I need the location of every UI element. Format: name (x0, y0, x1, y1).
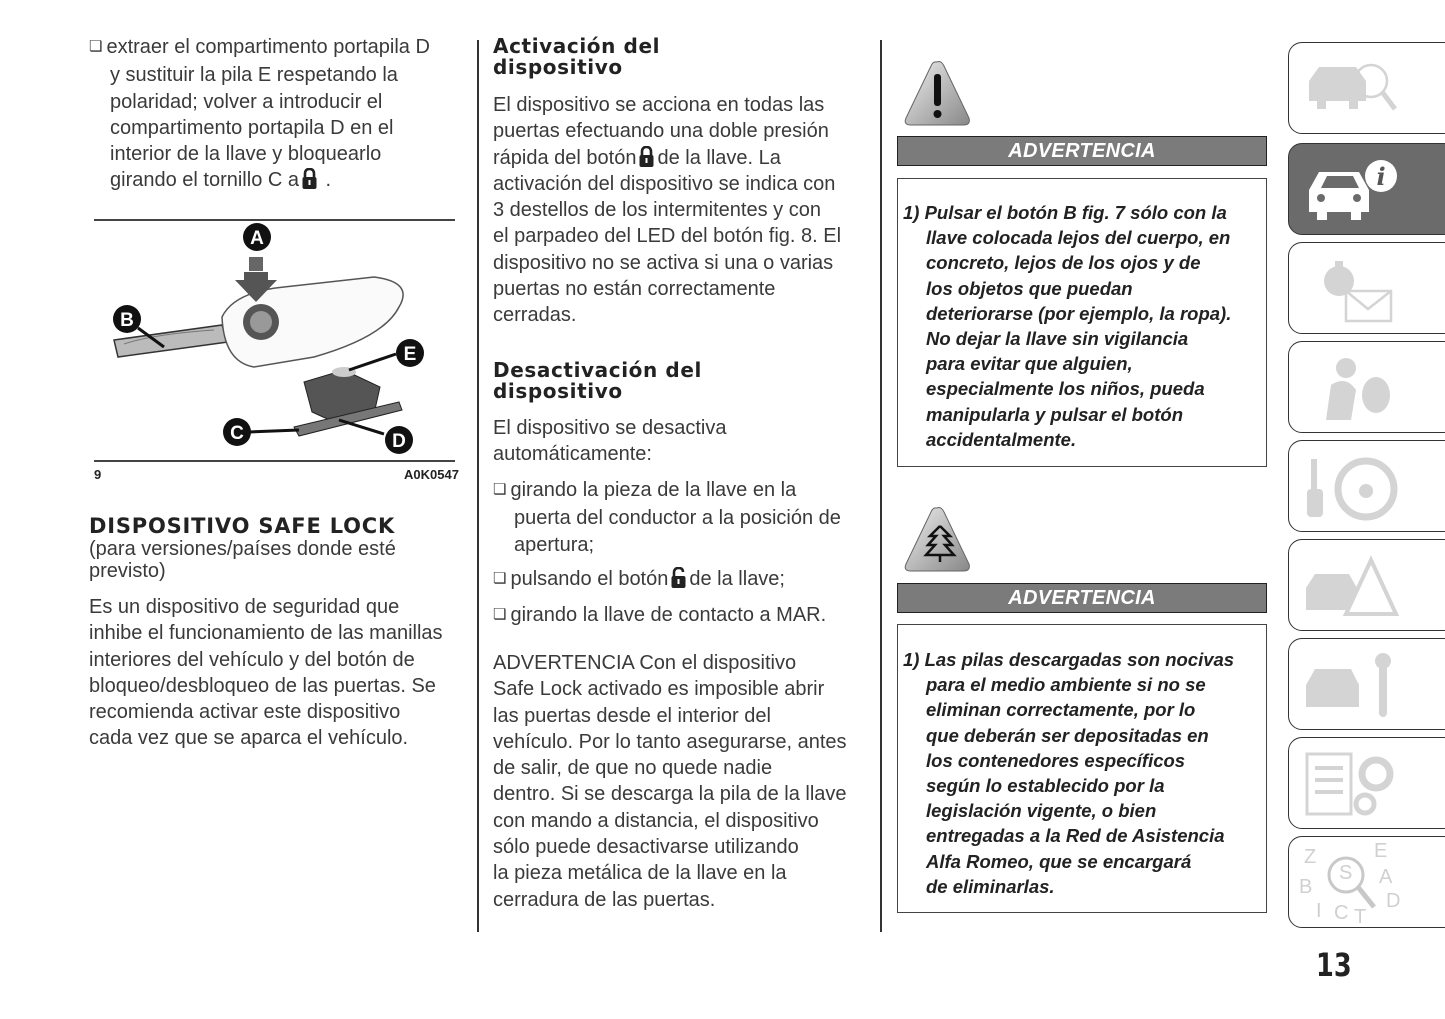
warning-text (898, 625, 1266, 899)
text-line: Safe Lock activado es imposible abrir (493, 678, 825, 701)
activation-description (493, 92, 841, 329)
text-line (493, 566, 785, 594)
car-search-icon (1301, 51, 1401, 127)
svg-text:E: E (403, 344, 417, 365)
svg-text:B: B (1299, 876, 1313, 898)
deactivation-intro (493, 415, 726, 468)
text-line: interior de la llave y bloquearlo (110, 143, 382, 166)
text-line: Activación del (493, 34, 661, 58)
alphabetical-index-icon (1294, 837, 1404, 923)
safe-lock-warning-text (493, 650, 847, 913)
battery-holder (294, 367, 402, 436)
car-maintenance-icon (1301, 647, 1401, 723)
text-line: dentro. Si se descarga la pila de la llave (493, 783, 847, 806)
svg-text:D: D (1386, 890, 1401, 912)
text-line: cerradura de las puertas. (493, 888, 716, 911)
svg-text:i: i (1376, 162, 1386, 191)
figure-number: 9 (94, 467, 102, 482)
svg-text:C: C (230, 423, 244, 444)
environment-tree-icon (903, 504, 971, 574)
text-line: que deberán ser depositadas en (926, 724, 1209, 746)
tab-safety[interactable] (1288, 341, 1445, 433)
warning-box (897, 178, 1267, 467)
text-line: apertura; (514, 533, 595, 556)
text-line: dispositivo (493, 379, 623, 403)
tab-car-info[interactable] (1288, 143, 1445, 235)
text-line: con mando a distancia, el dispositivo (493, 809, 819, 832)
deactivation-bullet (493, 566, 785, 594)
text-line: polaridad; volver a introducir el (110, 90, 383, 113)
text-line: de eliminarlas. (926, 875, 1055, 897)
text-line: de salir, de que no quede nadie (493, 757, 773, 780)
car-info-icon (1301, 152, 1401, 228)
key-steering-wheel-icon (1301, 449, 1401, 525)
svg-text:A: A (250, 228, 264, 249)
text-line: 1) Las pilas descargadas son nocivas (903, 649, 1235, 670)
airbag-seat-icon (1301, 350, 1401, 426)
text-line: sólo puede desactivarse utilizando (493, 836, 799, 859)
text-line: manipularla y pulsar el botón (926, 403, 1183, 425)
label-a (243, 223, 271, 251)
label-d (385, 426, 413, 454)
text-segment: . (320, 169, 332, 192)
tab-warning-lights[interactable] (1288, 242, 1445, 334)
svg-text:B: B (120, 310, 134, 331)
text-line: Desactivación del (493, 358, 702, 382)
deactivation-bullet (493, 602, 826, 630)
text-line (493, 145, 841, 171)
safe-lock-description (89, 594, 443, 752)
column-divider (477, 40, 479, 932)
text-line: ❏ girando la llave de contacto a MAR. (493, 602, 826, 630)
text-line: El dispositivo se desactiva (493, 417, 727, 439)
svg-text:C: C (1334, 902, 1349, 923)
text-line: cerradas. (493, 304, 577, 327)
column-divider (880, 40, 882, 932)
text-line (89, 167, 430, 193)
text-line: (para versiones/países donde esté (89, 538, 396, 560)
page-number: 13 (1316, 946, 1352, 984)
svg-text:I: I (1316, 900, 1322, 922)
text-line: entregadas a la Red de Asistencia (926, 825, 1225, 847)
tab-maintenance[interactable] (1288, 638, 1445, 730)
text-line: y sustituir la pila E respetando la (110, 64, 398, 87)
text-line: ❏ girando la pieza de la llave en la (493, 477, 841, 505)
text-line: accidentalmente. (926, 428, 1077, 450)
text-line: las puertas desde el interior del (493, 704, 771, 727)
deactivation-bullet (493, 477, 841, 558)
text-line: según lo establecido por la (926, 775, 1165, 797)
section-heading-safe-lock: DISPOSITIVO SAFE LOCK (89, 514, 396, 538)
figure-bottom-rule (94, 460, 455, 462)
heading-deactivation (493, 360, 702, 402)
warning-header: ADVERTENCIA (897, 136, 1267, 166)
text-line: previsto) (89, 560, 166, 582)
text-line: concreto, lejos de los ojos y de (926, 252, 1201, 274)
text-line: recomienda activar este dispositivo (89, 701, 401, 724)
text-line: los contenedores específicos (926, 749, 1186, 771)
text-line: puertas efectuando una doble presión (493, 120, 829, 143)
text-line: llave colocada lejos del cuerpo, en (926, 227, 1231, 249)
warning-text (898, 179, 1266, 452)
text-line: dispositivo (493, 55, 623, 79)
tab-index[interactable] (1288, 836, 1445, 928)
svg-text:E: E (1374, 840, 1388, 862)
text-segment: girando el tornillo C a (110, 169, 299, 192)
text-line: para evitar que alguien, (926, 353, 1133, 375)
figure-top-rule (94, 219, 455, 221)
text-line: cada vez que se aparca el vehículo. (89, 727, 409, 750)
text-line: Es un dispositivo de seguridad que (89, 596, 400, 618)
text-segment: de la llave. La (657, 146, 781, 169)
text-line: deteriorarse (por ejemplo, la ropa). (926, 302, 1232, 324)
text-line: dispositivo no se activa si una o varias (493, 251, 834, 274)
text-segment: rápida del botón (493, 146, 637, 169)
warning-light-message-icon (1301, 251, 1401, 327)
text-line: para el medio ambiente si no se (926, 674, 1206, 696)
text-line: bloqueo/desbloqueo de las puertas. Se (89, 674, 436, 697)
text-line: legislación vigente, o bien (926, 800, 1157, 822)
svg-text:D: D (392, 431, 406, 452)
text-line: activación del dispositivo se indica con (493, 172, 836, 195)
tab-emergency[interactable] (1288, 539, 1445, 631)
text-line: eliminan correctamente, por lo (926, 699, 1196, 721)
label-e (396, 339, 424, 367)
key-battery-figure (94, 222, 455, 458)
text-line: puerta del conductor a la posición de (514, 507, 841, 530)
text-line: El dispositivo se acciona en todas las (493, 94, 825, 116)
warning-triangle-icon (903, 58, 971, 128)
text-line: la pieza metálica de la llave en la (493, 862, 787, 885)
text-line: el parpadeo del LED del botón fig. 8. El (493, 225, 842, 248)
text-line: los objetos que puedan (926, 277, 1133, 299)
text-line: ❏ extraer el compartimento portapila D (89, 34, 430, 62)
text-line: 3 destellos de los intermitentes y con (493, 199, 821, 222)
svg-text:T: T (1354, 906, 1367, 923)
label-c (223, 418, 251, 446)
tab-car-overview[interactable] (1288, 42, 1445, 134)
text-line: Alfa Romeo, que se encargará (926, 850, 1192, 872)
unlock-icon (671, 567, 686, 589)
text-line: puertas no están correctamente (493, 278, 776, 301)
warning-box (897, 624, 1267, 913)
lock-icon (639, 146, 654, 168)
text-line: ADVERTENCIA Con el dispositivo (493, 652, 797, 674)
tab-technical-data[interactable] (1288, 737, 1445, 829)
heading-activation (493, 36, 660, 78)
text-line: interiores del vehículo y del botón de (89, 648, 415, 671)
technical-data-icon (1301, 746, 1401, 822)
svg-text:Z: Z (1304, 846, 1317, 868)
svg-text:A: A (1379, 866, 1393, 888)
text-segment: de la llave; (689, 568, 785, 590)
label-b (113, 305, 141, 333)
bullet-replace-battery (89, 34, 430, 194)
car-emergency-icon (1301, 548, 1401, 624)
warning-header: ADVERTENCIA (897, 583, 1267, 613)
svg-text:S: S (1339, 862, 1353, 884)
section-subtitle (89, 538, 396, 582)
figure-code: A0K0547 (404, 467, 459, 482)
text-line: No dejar la llave sin vigilancia (926, 328, 1189, 350)
text-line: automáticamente: (493, 443, 652, 466)
text-line: compartimento portapila D en el (110, 116, 394, 139)
text-line: especialmente los niños, pueda (926, 378, 1205, 400)
text-line: 1) Pulsar el botón B fig. 7 sólo con la (903, 202, 1227, 223)
lock-icon (302, 168, 317, 190)
text-line: vehículo. Por lo tanto asegurarse, antes (493, 730, 847, 753)
text-line: inhibe el funcionamiento de las manillas (89, 622, 443, 645)
text-segment: pulsando el botón (510, 568, 669, 590)
tab-starting-driving[interactable] (1288, 440, 1445, 532)
